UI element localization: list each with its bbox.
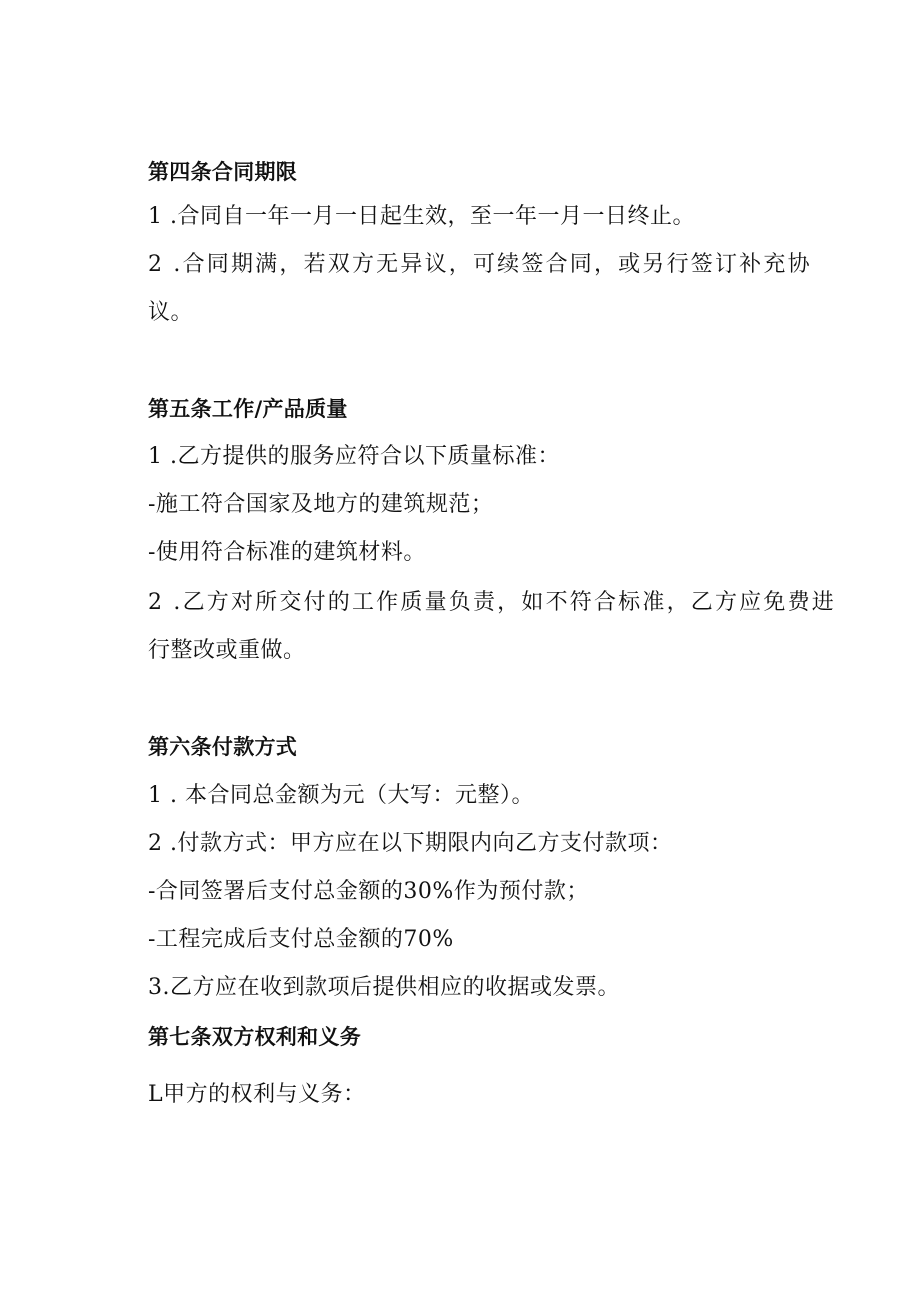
clause-text: 3.乙方应在收到款项后提供相应的收据或发票。 (148, 975, 620, 1000)
clause-text: -合同签署后支付总金额的30%作为预付款； (148, 879, 589, 904)
clause-text: 议。 (148, 300, 194, 325)
section-heading: 第五条工作/产品质量 (148, 397, 348, 421)
clause-text: -工程完成后支付总金额的70% (148, 927, 454, 952)
section-heading: 第四条合同期限 (148, 160, 298, 184)
clause-text: 行整改或重做。 (148, 638, 306, 663)
clause-text: 2 .乙方对所交付的工作质量负责，如不符合标准，乙方应免费进 (148, 590, 836, 615)
clause-text: -施工符合国家及地方的建筑规范； (148, 492, 494, 517)
section-heading: 第六条付款方式 (148, 735, 298, 759)
clause-text: 1 . 本合同总金额为元（大写：元整）。 (148, 783, 534, 808)
clause-text: L甲方的权利与义务： (148, 1082, 366, 1107)
clause-text: 1 .合同自一年一月一日起生效，至一年一月一日终止。 (148, 204, 695, 229)
clause-text: -使用符合标准的建筑材料。 (148, 540, 426, 565)
clause-text: 2 .合同期满，若双方无异议，可续签合同，或另行签订补充协 (148, 252, 812, 277)
clause-text: 2 .付款方式：甲方应在以下期限内向乙方支付款项： (148, 831, 673, 856)
section-heading: 第七条双方权利和义务 (148, 1025, 361, 1049)
clause-text: 1 .乙方提供的服务应符合以下质量标准： (148, 444, 560, 469)
